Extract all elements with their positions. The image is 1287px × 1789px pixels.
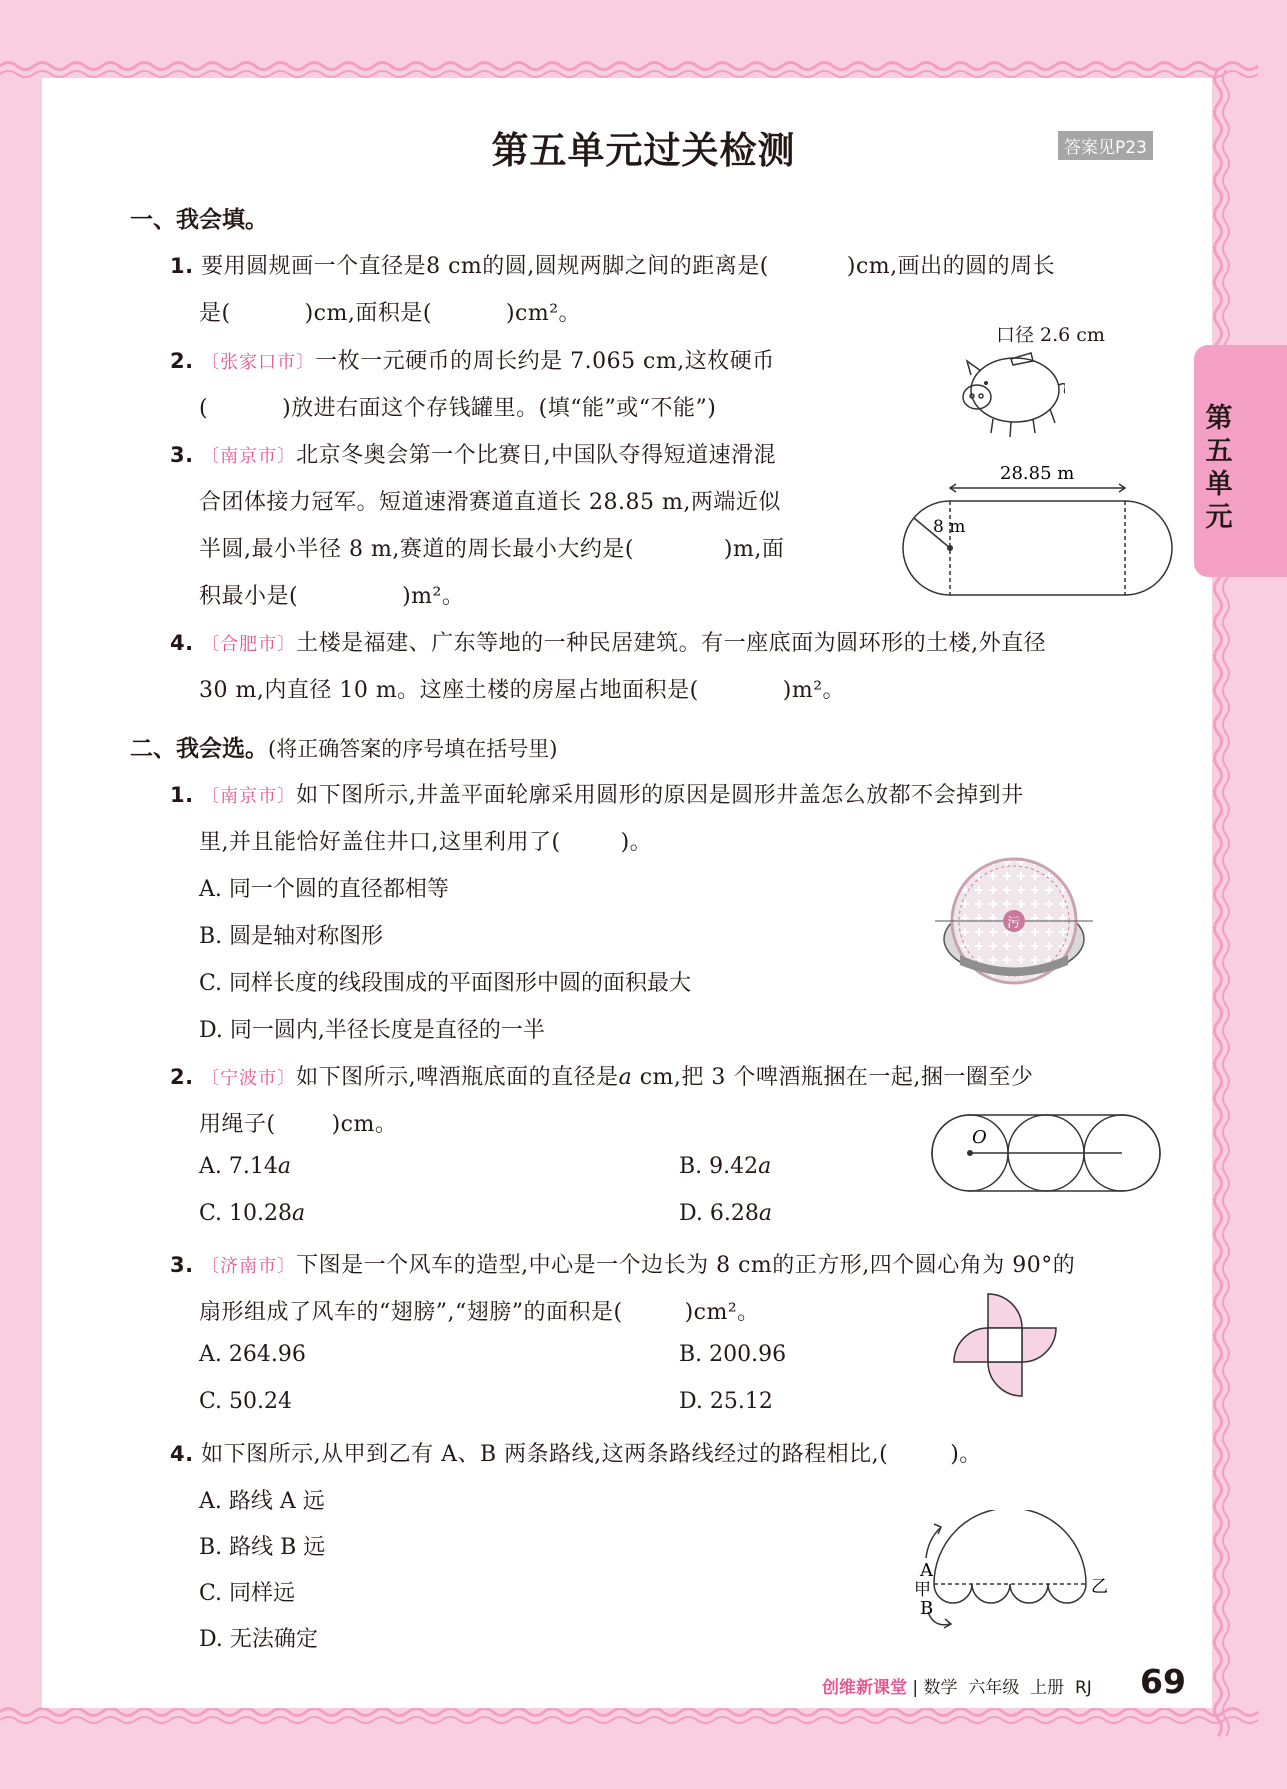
question-text: 要用圆规画一个直径是8 cm的圆,圆规两脚之间的距离是( [201, 254, 769, 279]
wavy-border-top-inner [0, 71, 1258, 77]
question-text: 如下图所示,啤酒瓶底面的直径是 [296, 1065, 619, 1090]
choose-q4-line1 [170, 1437, 982, 1468]
section-two-title [130, 730, 557, 763]
question-number: 3. [170, 1253, 194, 1277]
section-two-heading: 二、我会选。 [130, 736, 268, 762]
choose-q1-option-d[interactable]: D. 同一圆内,半径长度是直径的一半 [199, 1018, 545, 1043]
fill-q1-line2 [199, 296, 581, 327]
option-label: D. 6.28 [679, 1201, 759, 1226]
choose-q2-option-c[interactable] [199, 1201, 305, 1226]
wavy-border-right [1215, 70, 1222, 1736]
choose-q2-line1 [170, 1060, 1033, 1091]
option-label: B. 9.42 [679, 1154, 759, 1179]
fill-q3-line1 [170, 438, 776, 469]
variable-a: a [618, 1065, 633, 1090]
question-text: 半圆,最小半径 8 m,赛道的周长最小大约是( [199, 537, 634, 562]
manhole-cover-figure [930, 855, 1100, 985]
fill-q2-line1 [170, 344, 775, 375]
question-text: )m²。 [402, 584, 465, 609]
question-text: 积最小是( [199, 584, 299, 609]
choose-q2-option-d[interactable] [679, 1201, 772, 1226]
variable-a: a [292, 1201, 306, 1226]
city-tag: 〔南京市〕 [201, 786, 297, 807]
question-text: 是( [199, 301, 231, 326]
fill-q4-line1 [170, 626, 1046, 657]
question-text: 土楼是福建、广东等地的一种民居建筑。有一座底面为圆环形的土楼,外直径 [296, 631, 1047, 656]
question-text: )。 [950, 1442, 982, 1467]
question-text: 扇形组成了风车的“翅膀”,“翅膀”的面积是( [199, 1300, 623, 1325]
speed-skating-track-figure [900, 456, 1180, 596]
choose-q3-option-c[interactable]: C. 50.24 [199, 1389, 293, 1414]
question-text: 如下图所示,从甲到乙有 A、B 两条路线,这两条路线经过的路程相比,( [201, 1442, 889, 1467]
question-text: )m,面 [723, 537, 785, 562]
choose-q2-option-a[interactable] [199, 1154, 291, 1179]
option-label: A. 7.14 [199, 1154, 278, 1179]
question-number: 4. [170, 631, 194, 655]
city-tag: 〔南京市〕 [201, 446, 297, 467]
question-text: )cm²。 [505, 301, 582, 326]
route-a-label: A [920, 1560, 933, 1581]
question-text: 如下图所示,井盖平面轮廓采用圆形的原因是圆形井盖怎么放都不会掉到井 [296, 783, 1024, 808]
route-b-label: B [920, 1598, 934, 1619]
choose-q3-option-d[interactable]: D. 25.12 [679, 1389, 773, 1414]
choose-q4-option-c[interactable]: C. 同样远 [199, 1581, 296, 1606]
fill-q3-line3 [199, 532, 784, 563]
choose-q1-option-a[interactable]: A. 同一个圆的直径都相等 [199, 877, 449, 902]
question-text: )cm。 [331, 1112, 398, 1137]
choose-q1-option-c[interactable]: C. 同样长度的线段围成的平面图形中圆的面积最大 [199, 971, 692, 996]
question-number: 4. [170, 1442, 194, 1466]
city-tag: 〔合肥市〕 [201, 634, 297, 655]
fill-q4-line2 [199, 673, 845, 704]
choose-q3-line1 [170, 1248, 1075, 1279]
variable-a: a [277, 1154, 291, 1179]
question-number: 1. [170, 254, 194, 278]
variable-a: a [758, 1201, 772, 1226]
wavy-border-bottom-inner [0, 1717, 1258, 1723]
wavy-border-bottom [0, 1709, 1258, 1716]
variable-a: a [758, 1154, 772, 1179]
option-label: C. 10.28 [199, 1201, 293, 1226]
page-footer [822, 1673, 1092, 1698]
choose-q4-option-b[interactable]: B. 路线 B 远 [199, 1535, 326, 1560]
question-text: cm,把 3 个啤酒瓶捆在一起,捆一圈至少 [632, 1065, 1034, 1090]
section-two-hint: (将正确答案的序号填在括号里) [268, 737, 558, 761]
question-text: 30 m,内直径 10 m。这座土楼的房屋占地面积是( [199, 678, 699, 703]
choose-q1-line2 [199, 825, 652, 856]
question-text: )m²。 [782, 678, 846, 703]
unit-side-tab-label: 第五单元 [1205, 403, 1233, 533]
wavy-border-top [0, 63, 1258, 70]
answer-reference-badge: 答案见P23 [1058, 131, 1153, 160]
choose-q1-line1 [170, 778, 1024, 809]
question-text: )放进右面这个存钱罐里。(填“能”或“不能”) [282, 396, 717, 421]
route-diagram-figure [910, 1510, 1110, 1630]
choose-q2-line2 [199, 1107, 397, 1138]
fill-q3-line4 [199, 579, 464, 610]
question-text: 用绳子( [199, 1112, 276, 1137]
city-tag: 〔张家口市〕 [201, 352, 316, 373]
manhole-label: 污 [1007, 916, 1021, 931]
choose-q3-line2 [199, 1295, 760, 1326]
piggy-bank-label: 口径 2.6 cm [996, 324, 1105, 346]
fill-q1-line1 [170, 249, 1055, 280]
choose-q2-option-b[interactable] [679, 1154, 771, 1179]
page-number: 69 [1140, 1662, 1186, 1701]
fill-q3-line2: 合团体接力冠军。短道速滑赛道直道长 28.85 m,两端近似 [199, 490, 781, 515]
question-text: )cm²。 [684, 1300, 760, 1325]
choose-q1-option-b[interactable]: B. 圆是轴对称图形 [199, 924, 384, 949]
bottles-bundle-figure [925, 1110, 1165, 1196]
question-text: 下图是一个风车的造型,中心是一个边长为 8 cm的正方形,四个圆心角为 90°的 [296, 1253, 1076, 1278]
choose-q3-option-a[interactable]: A. 264.96 [199, 1342, 306, 1367]
question-text: )。 [620, 830, 653, 855]
footer-separator: | [912, 1678, 919, 1698]
question-text: ( [199, 396, 209, 421]
start-point-label: 甲 [914, 1580, 931, 1600]
question-text: 北京冬奥会第一个比赛日,中国队夺得短道速滑混 [296, 443, 777, 468]
question-number: 2. [170, 349, 194, 373]
fill-q2-line2 [199, 391, 716, 422]
track-length-label: 28.85 m [1000, 463, 1075, 484]
question-number: 2. [170, 1065, 194, 1089]
question-number: 1. [170, 783, 194, 807]
footer-book-info: 数学 六年级 上册 RJ [923, 1678, 1092, 1698]
question-number: 3. [170, 443, 194, 467]
page-title: 第五单元过关检测 [491, 129, 796, 172]
city-tag: 〔宁波市〕 [201, 1068, 297, 1089]
question-text: )cm,面积是( [304, 301, 432, 326]
question-text: 里,并且能恰好盖住井口,这里利用了( [199, 830, 561, 855]
city-tag: 〔济南市〕 [201, 1256, 297, 1277]
windmill-figure [950, 1290, 1062, 1402]
question-text: )cm,画出的圆的周长 [846, 254, 1056, 279]
question-text: 一枚一元硬币的周长约是 7.065 cm,这枚硬币 [315, 349, 775, 374]
footer-brand: 创维新课堂 [822, 1678, 907, 1698]
track-radius-label: 8 m [933, 517, 966, 537]
section-one-title: 一、我会填。 [130, 207, 268, 233]
wavy-border-right-inner [1223, 70, 1229, 1736]
piggy-bank-figure [955, 345, 1065, 440]
choose-q4-option-a[interactable]: A. 路线 A 远 [199, 1489, 325, 1514]
center-o-label: O [972, 1127, 987, 1148]
choose-q3-option-b[interactable]: B. 200.96 [679, 1342, 787, 1367]
choose-q4-option-d[interactable]: D. 无法确定 [199, 1627, 318, 1652]
end-point-label: 乙 [1091, 1577, 1108, 1597]
